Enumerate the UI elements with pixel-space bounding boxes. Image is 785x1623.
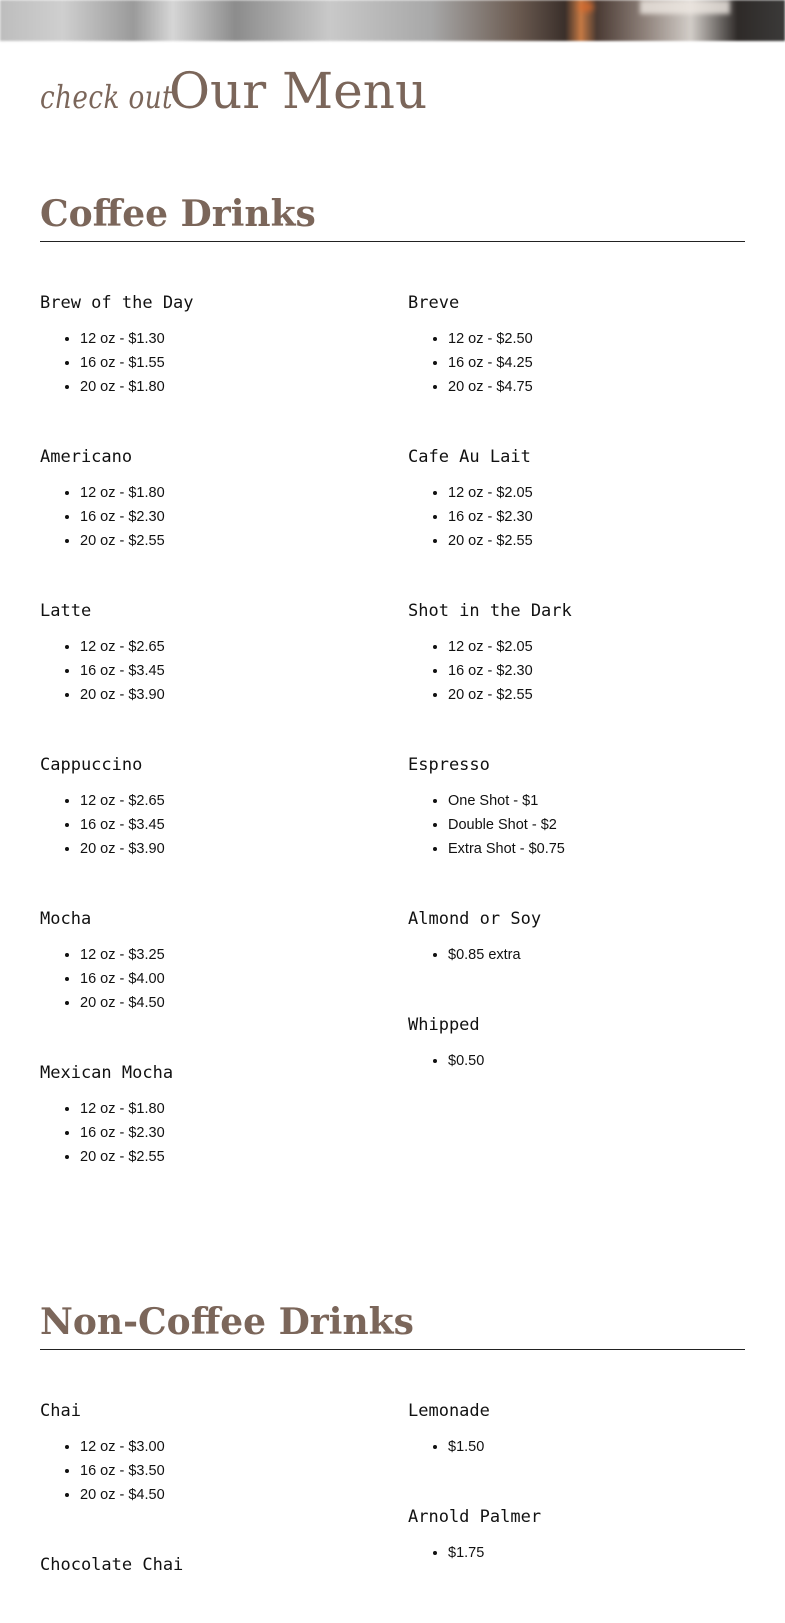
menu-item [40, 599, 370, 707]
price-list [408, 1435, 738, 1459]
price-option: • 20 oz - $2.55 [448, 529, 738, 553]
menu-item-name: Lemonade [408, 1401, 490, 1421]
price-option: • 20 oz - $3.90 [80, 837, 370, 861]
section-divider [40, 1349, 745, 1350]
menu-item-name: Espresso [408, 755, 490, 775]
price-list [408, 789, 738, 861]
price-list [408, 327, 738, 399]
menu-item [408, 1505, 738, 1565]
hero-image-banner [0, 0, 785, 41]
coffee-right-column [408, 291, 738, 1119]
price-option: • 16 oz - $4.00 [80, 967, 370, 991]
price-option: • 20 oz - $3.90 [80, 683, 370, 707]
price-option: • 12 oz - $2.65 [80, 635, 370, 659]
coffee-left-column [40, 291, 370, 1215]
price-option: • 16 oz - $1.55 [80, 351, 370, 375]
menu-item [40, 291, 370, 399]
price-option: • 20 oz - $4.75 [448, 375, 738, 399]
page-title [40, 62, 427, 120]
noncoffee-left-column [40, 1399, 370, 1623]
price-list [408, 481, 738, 553]
menu-item [408, 445, 738, 553]
price-list [40, 1435, 370, 1507]
menu-item [40, 1399, 370, 1507]
hero-light-shade [640, 0, 730, 14]
page-title-main: Our Menu [169, 62, 428, 120]
price-option: • $0.50 [448, 1049, 738, 1073]
hero-light-glow [578, 2, 594, 12]
price-option: • 20 oz - $2.55 [80, 1145, 370, 1169]
price-option: • 20 oz - $4.50 [80, 991, 370, 1015]
page-title-script: check out [40, 78, 173, 116]
menu-item-name: Cafe Au Lait [408, 447, 531, 467]
noncoffee-right-column [408, 1399, 738, 1611]
price-option: • 16 oz - $2.30 [448, 659, 738, 683]
menu-item [40, 907, 370, 1015]
menu-item-name: Almond or Soy [408, 909, 542, 929]
menu-item [408, 1013, 738, 1073]
price-option: • 20 oz - $2.55 [80, 529, 370, 553]
price-option: • One Shot - $1 [448, 789, 738, 813]
menu-item-name: Brew of the Day [40, 293, 194, 313]
price-option: • 20 oz - $1.80 [80, 375, 370, 399]
price-option: • $0.85 extra [448, 943, 738, 967]
section-divider [40, 241, 745, 242]
menu-item-name: Americano [40, 447, 133, 467]
price-list [40, 635, 370, 707]
price-option: • 16 oz - $3.45 [80, 813, 370, 837]
price-list [408, 635, 738, 707]
menu-item-name: Breve [408, 293, 460, 313]
menu-item [408, 753, 738, 861]
price-list [40, 789, 370, 861]
price-option: • 12 oz - $1.80 [80, 481, 370, 505]
price-list [40, 481, 370, 553]
menu-item [40, 1061, 370, 1169]
price-option: • 12 oz - $2.50 [448, 327, 738, 351]
price-option: • $1.50 [448, 1435, 738, 1459]
price-option: • 12 oz - $3.25 [80, 943, 370, 967]
price-list [40, 943, 370, 1015]
menu-item-name: Latte [40, 601, 92, 621]
price-option: • 20 oz - $2.55 [448, 683, 738, 707]
price-option: • Extra Shot - $0.75 [448, 837, 738, 861]
price-option: • 12 oz - $2.65 [80, 789, 370, 813]
menu-item [40, 753, 370, 861]
price-list [408, 1049, 738, 1073]
menu-item-name: Chai [40, 1401, 81, 1421]
price-option: • 12 oz - $2.05 [448, 481, 738, 505]
price-option: • Double Shot - $2 [448, 813, 738, 837]
menu-item [40, 1553, 370, 1577]
menu-item-name: Shot in the Dark [408, 601, 572, 621]
price-option: • 20 oz - $4.50 [80, 1483, 370, 1507]
price-list [40, 327, 370, 399]
price-list [40, 1097, 370, 1169]
menu-item-name: Arnold Palmer [408, 1507, 542, 1527]
noncoffee-drinks-section [40, 1299, 745, 1350]
menu-item-name: Mocha [40, 909, 92, 929]
coffee-drinks-section [40, 191, 745, 242]
menu-item-name: Whipped [408, 1015, 480, 1035]
section-title-coffee: Coffee Drinks [40, 193, 316, 235]
price-option: • 16 oz - $2.30 [80, 1121, 370, 1145]
price-option: • 12 oz - $3.00 [80, 1435, 370, 1459]
price-option: • 12 oz - $2.05 [448, 635, 738, 659]
price-option: • 12 oz - $1.30 [80, 327, 370, 351]
price-list [408, 943, 738, 967]
price-option: • $1.75 [448, 1541, 738, 1565]
price-option: • 16 oz - $2.30 [80, 505, 370, 529]
price-option: • 16 oz - $3.50 [80, 1459, 370, 1483]
menu-item [40, 445, 370, 553]
price-option: • 16 oz - $3.45 [80, 659, 370, 683]
price-option: • 12 oz - $1.80 [80, 1097, 370, 1121]
price-option: • 16 oz - $2.30 [448, 505, 738, 529]
section-title-noncoffee: Non-Coffee Drinks [40, 1301, 414, 1343]
menu-item-name: Cappuccino [40, 755, 143, 775]
price-list [408, 1541, 738, 1565]
menu-item [408, 599, 738, 707]
menu-item-name: Mexican Mocha [40, 1063, 174, 1083]
menu-item [408, 907, 738, 967]
menu-item-name: Chocolate Chai [40, 1555, 184, 1575]
menu-item [408, 1399, 738, 1459]
menu-item [408, 291, 738, 399]
price-option: • 16 oz - $4.25 [448, 351, 738, 375]
